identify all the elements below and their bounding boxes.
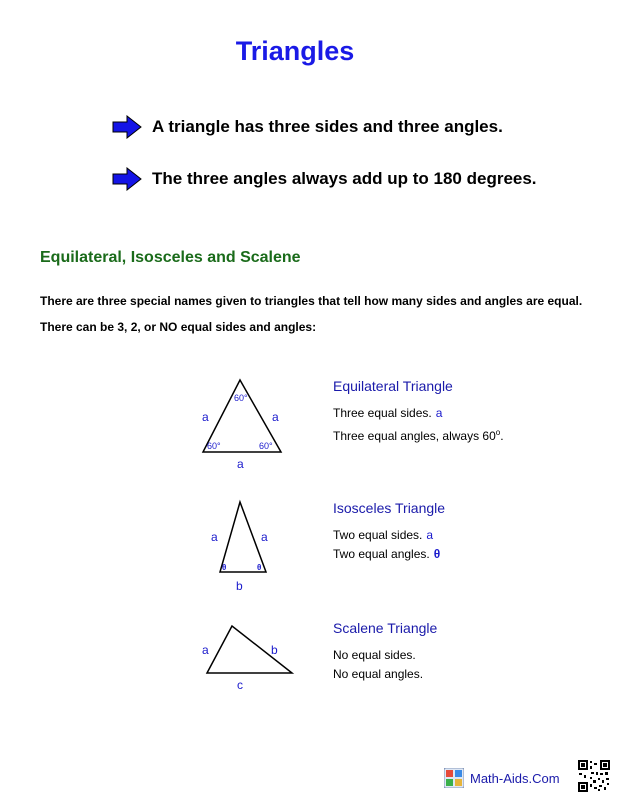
degree-superscript: o: [495, 428, 501, 437]
isosceles-line-2: [333, 545, 445, 564]
footer-brand: [444, 768, 560, 788]
line-text: Two equal angles.: [333, 547, 430, 561]
equilateral-line-2: [333, 423, 504, 446]
side-label-left: a: [202, 643, 209, 657]
qr-code-icon: [578, 760, 610, 792]
arrow-right-icon: [112, 115, 142, 139]
side-label-bottom: c: [237, 678, 243, 692]
side-label-right: b: [271, 643, 278, 657]
angle-label-top: 60°: [234, 393, 248, 403]
bullet-item: [112, 167, 537, 191]
isosceles-triangle-diagram: [190, 494, 300, 594]
intro-line-1: There are three special names given to triangles that tell how many sides and angles are equal.: [40, 294, 583, 308]
equilateral-triangle-diagram: [190, 372, 300, 472]
math-aids-logo-icon: [444, 768, 464, 788]
scalene-info: [333, 620, 437, 684]
side-label-bottom: a: [237, 457, 244, 471]
bullet-text: A triangle has three sides and three angles.: [152, 117, 503, 136]
arrow-right-icon: [112, 167, 142, 191]
site-name: Math-Aids.Com: [470, 770, 560, 786]
equilateral-line-1: [333, 404, 504, 423]
scalene-triangle-diagram: [190, 616, 300, 696]
page-title: Triangles: [235, 36, 355, 66]
bullet-item: [112, 115, 503, 139]
isosceles-name: Isosceles Triangle: [333, 500, 446, 516]
angle-mark: θ: [433, 547, 441, 561]
angle-label-left: 60°: [207, 441, 221, 451]
angle-label-left: θ: [222, 563, 227, 572]
line-text: Three equal angles, always 60: [333, 429, 496, 443]
scalene-name: Scalene Triangle: [333, 620, 438, 636]
scalene-line-1: No equal sides.: [333, 648, 416, 662]
side-mark: a: [426, 528, 434, 542]
side-label-bottom: b: [236, 579, 243, 593]
isosceles-line-1: [333, 526, 445, 545]
isosceles-info: [333, 500, 445, 564]
line-text: Two equal sides.: [333, 528, 423, 542]
scalene-line-2: No equal angles.: [333, 667, 424, 681]
intro-line-2: There can be 3, 2, or NO equal sides and angles:: [40, 320, 317, 334]
side-label-left: a: [202, 410, 209, 424]
side-label-right: a: [272, 410, 279, 424]
equilateral-info: [333, 378, 504, 446]
line-end: .: [500, 429, 504, 443]
angle-label-right: θ: [257, 563, 262, 572]
section-heading: Equilateral, Isosceles and Scalene: [40, 249, 301, 266]
bullet-text: The three angles always add up to 180 degrees.: [152, 169, 537, 188]
side-label-left: a: [211, 530, 218, 544]
angle-label-right: 60°: [259, 441, 273, 451]
side-mark: a: [435, 406, 443, 420]
equilateral-name: Equilateral Triangle: [333, 378, 453, 394]
side-label-right: a: [261, 530, 268, 544]
line-text: Three equal sides.: [333, 406, 432, 420]
